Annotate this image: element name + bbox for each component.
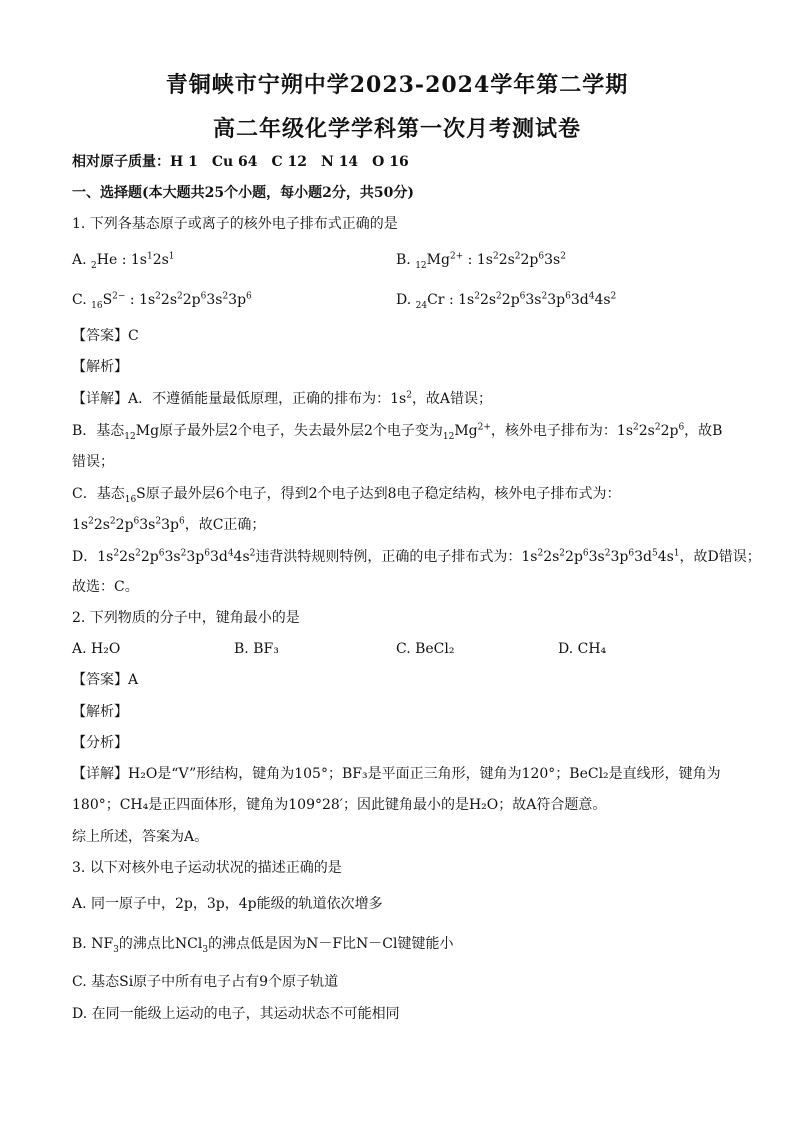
q1-detail-c: C．基态$_{16}$S原子最外层6个电子，得到2个电子达到8电子稳定结构，核外电子排布式为： (72, 486, 621, 505)
title-line-1: 青铜峡市宁朔中学2023-2024学年第二学期 (165, 72, 629, 98)
q1-detail-b-cont: 错误； (72, 454, 114, 470)
q1-answer: 【答案】C (72, 328, 139, 344)
q1-option-d: D. $_{24}$Cr : $1s^22s^22p^63s^23p^63d^44s^2$ (396, 291, 617, 311)
title-line-2: 高二年级化学学科第一次月考测试卷 (212, 116, 581, 142)
q2-analysis-tag: 【解析】 (72, 704, 128, 720)
q3-stem: 3. 以下对核外电子运动状况的描述正确的是 (72, 860, 342, 876)
q2-summary: 综上所述，答案为A。 (72, 829, 209, 845)
q2-option-a: A. H₂O (72, 641, 121, 657)
q1-detail-a: 【详解】A．不遵循能量最低原理，正确的排布为：$1s^2$，故A错误； (72, 390, 493, 407)
q2-option-c: C. BeCl₂ (396, 641, 455, 657)
q1-option-c: C. $_{16}S^{2-}$ : $1s^22s^22p^63s^23p^6$ (72, 291, 252, 311)
q2-fenxi-tag: 【分析】 (72, 735, 128, 751)
q2-detail-line-2: 180°；CH₄是正四面体形，键角为109°28′；因此键角最小的是H₂O；故A符合题意。 (72, 797, 607, 813)
q1-detail-b: B．基态$_{12}$Mg原子最外层2个电子，失去最外层2个电子变为$_{12}Mg^{2+}$，核外电子排布为：$1s^22s^22p^6$，故B (72, 422, 723, 442)
q2-detail-line-1: 【详解】H₂O是“V”形结构，键角为105°；BF₃是平面正三角形，键角为120°；BeCl₂是直线形，键角为 (72, 766, 721, 782)
q2-stem: 2. 下列物质的分子中，键角最小的是 (72, 610, 300, 626)
q3-option-b: B. $NF_3$的沸点比NCl$_3$的沸点低是因为N－F比N－Cl键键能小 (72, 936, 454, 955)
atomic-masses: 相对原子质量：H 1 Cu 64 C 12 N 14 O 16 (72, 154, 409, 170)
q1-stem: 1. 下列各基态原子或离子的核外电子排布式正确的是 (72, 216, 398, 232)
q3-option-c: C. 基态Si原子中所有电子占有9个原子轨道 (72, 974, 339, 990)
q3-option-d: D. 在同一能级上运动的电子，其运动状态不可能相同 (72, 1006, 400, 1022)
q1-option-b: B. $_{12}Mg^{2+}$ : $1s^22s^22p^63s^2$ (396, 251, 566, 271)
q2-option-b: B. BF₃ (234, 641, 279, 657)
q1-option-a: A. $_2$He : $1s^12s^1$ (72, 251, 175, 271)
section-1-heading: 一、选择题(本大题共25个小题，每小题2分，共50分) (72, 185, 414, 201)
q1-detail-d: D．$1s^22s^22p^63s^23p^63d^44s^2$违背洪特规则特例，正确的电子排布式为：$1s^22s^22p^63s^23p^63d^54s^1$，故D错误； (72, 548, 761, 565)
q3-option-a: A. 同一原子中，2p，3p，4p能级的轨道依次增多 (72, 896, 383, 912)
q2-answer: 【答案】A (72, 672, 139, 688)
q1-conclusion: 故选：C。 (72, 579, 139, 595)
q1-detail-c-cont: $1s^22s^22p^63s^23p^6$，故C正确； (72, 516, 266, 533)
q1-analysis-tag: 【解析】 (72, 359, 128, 375)
q2-option-d: D. CH₄ (558, 641, 607, 657)
